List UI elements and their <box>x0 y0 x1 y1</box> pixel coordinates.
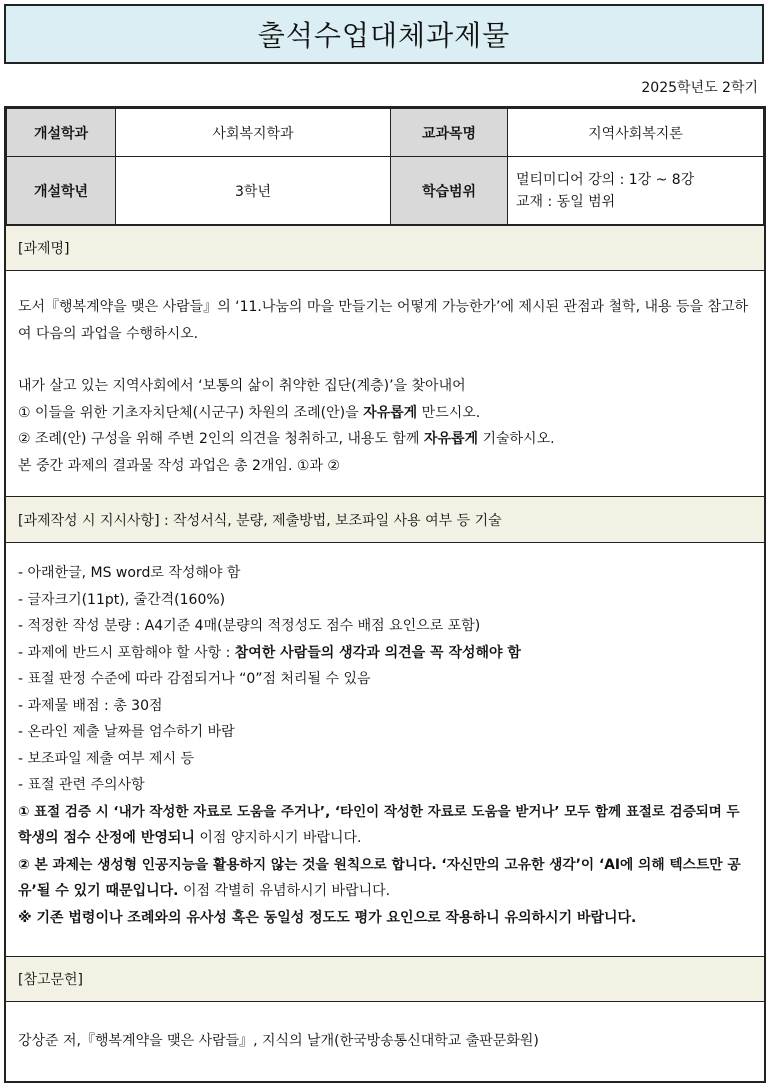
instruction-item: - 아래한글, MS word로 작성해야 함 <box>18 565 241 581</box>
instruction-item: - 온라인 제출 날짜를 엄수하기 바람 <box>18 724 235 740</box>
ai-note-cont: 유’될 수 있기 때문입니다. 이점 각별히 유념하시기 바랍니다. <box>18 883 391 899</box>
reference-item: 강상준 저,『행복계약을 맺은 사람들』, 지식의 날개(한국방송통신대학교 출판문화원) <box>18 1033 539 1049</box>
instructions-header: [과제작성 시 지시사항] : 작성서식, 분량, 제출방법, 보조파일 사용 여부 등 기술 <box>6 496 764 543</box>
dept-value: 사회복지학과 <box>116 109 391 157</box>
document-title: 출석수업대체과제물 <box>4 4 764 64</box>
ai-note: ② 본 과제는 생성형 인공지능을 활용하지 않는 것을 원칙으로 합니다. ‘자신만의 고유한 생각’이 ‘AI에 의해 텍스트만 공 <box>18 856 741 873</box>
instruction-item: - 표절 판정 수준에 따라 감점되거나 “0”점 처리될 수 있음 <box>18 671 371 687</box>
plagiarism-note-1-cont: 학생의 점수 산정에 반영되니 이점 양지하시기 바랍니다. <box>18 830 362 846</box>
instruction-item: - 과제에 반드시 포함해야 할 사항 : 참여한 사람들의 생각과 의견을 꼭 작성해야 함 <box>18 644 521 661</box>
dept-label: 개설학과 <box>7 109 116 157</box>
instructions-body <box>6 560 764 931</box>
instruction-item: - 적정한 작성 분량 : A4기준 4매(분량의 적정성도 점수 배점 요인으로 포함) <box>18 618 481 634</box>
references-body <box>6 1028 764 1055</box>
scope-line-textbook: 교재 : 동일 범위 <box>516 193 616 210</box>
course-label: 교과목명 <box>391 109 508 157</box>
instruction-item: - 글자크기(11pt), 줄간격(160%) <box>18 591 226 608</box>
instruction-item: - 과제물 배점 : 총 30점 <box>18 697 163 714</box>
scope-label: 학습범위 <box>391 157 508 225</box>
assignment-header: [과제명] <box>6 225 764 271</box>
assignment-body <box>6 294 764 479</box>
course-value: 지역사회복지론 <box>508 109 764 157</box>
year-value: 3학년 <box>116 157 391 225</box>
assignment-intro: 도서『행복계약을 맺은 사람들』의 ‘11.나눔의 마을 만들기는 어떻게 가능한가’에 제시된 관점과 철학, 내용 등을 참고하여 다음의 과업을 수행하시오. <box>18 299 749 342</box>
instruction-item: - 표절 관련 주의사항 <box>18 777 145 793</box>
scope-line-lecture: 멀티미디어 강의 : 1강 ~ 8강 <box>516 171 695 188</box>
assignment-task-2: ② 조례(안) 구성을 위해 주변 2인의 의견을 청취하고, 내용도 함께 자유롭게 기술하시오. <box>18 431 555 447</box>
assignment-task-1: ① 이들을 위한 기초자치단체(시군구) 차원의 조례(안)을 자유롭게 만드시오. <box>18 404 481 421</box>
assignment-task-target: 내가 살고 있는 지역사회에서 ‘보통의 삶이 취약한 집단(계층)’을 찾아내어 <box>18 378 466 394</box>
plagiarism-note-1: ① 표절 검증 시 ‘내가 작성한 자료로 도움을 주거나’, ‘타인이 작성한 자료로 도움을 받거나’ 모두 함께 표절로 검증되며 두 <box>18 803 740 820</box>
instruction-item: - 보조파일 제출 여부 제시 등 <box>18 750 195 767</box>
assignment-task-summary: 본 중간 과제의 결과물 작성 과업은 총 2개임. ①과 ② <box>18 457 340 474</box>
term-label: 2025학년도 2학기 <box>641 80 758 96</box>
similarity-note: ※ 기존 법령이나 조례와의 유사성 혹은 동일성 정도도 평가 요인으로 작용하니 유의하시기 바랍니다. <box>18 909 637 926</box>
course-info-table <box>6 108 764 225</box>
references-header: [참고문헌] <box>6 956 764 1002</box>
assignment-form <box>4 106 766 1083</box>
year-label: 개설학년 <box>7 157 116 225</box>
scope-value <box>508 157 764 225</box>
